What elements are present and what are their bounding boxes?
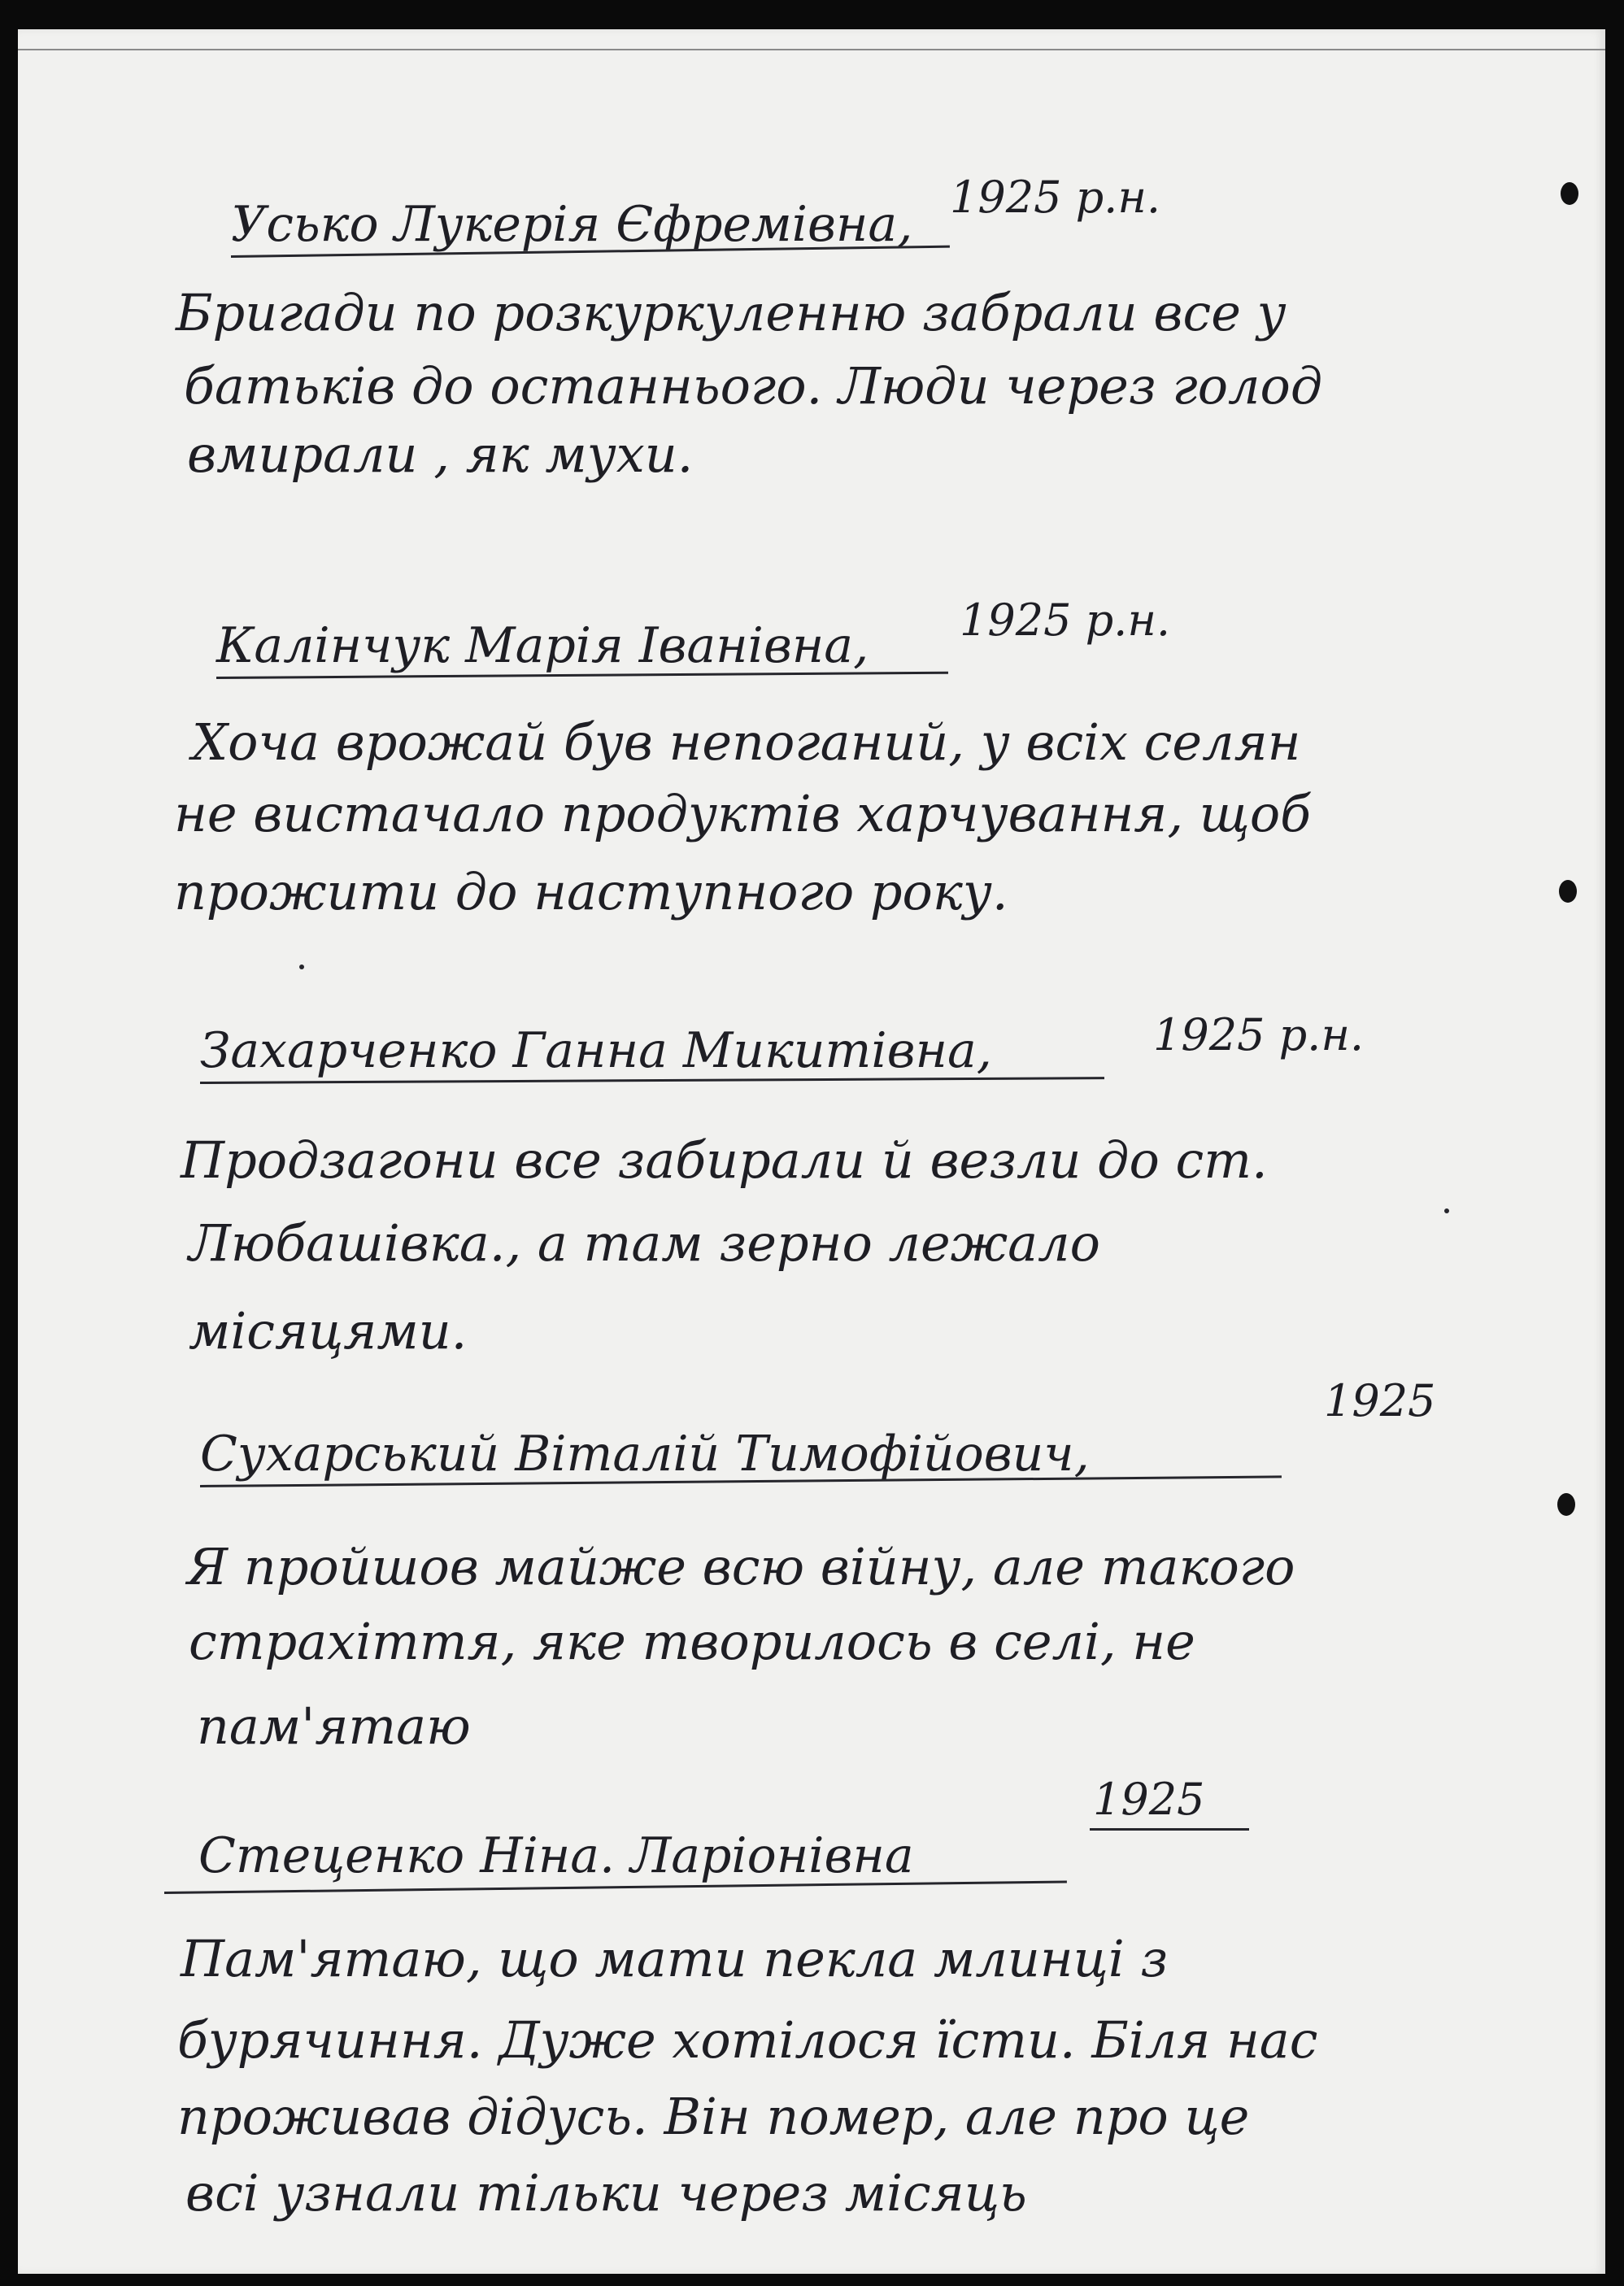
entry-5-year-underline bbox=[1090, 1828, 1249, 1831]
entry-4-name: Сухарський Віталій Тимофійович, bbox=[200, 1426, 1090, 1483]
entry-5-line-2: бурячиння. Дуже хотілося їсти. Біля нас bbox=[177, 2010, 1318, 2070]
top-border-line bbox=[18, 49, 1605, 50]
entry-5-line-4: всі узнали тільки через місяць bbox=[185, 2163, 1027, 2223]
entry-5-line-3: проживав дідусь. Він помер, але про це bbox=[177, 2087, 1250, 2146]
entry-4-line-3: пам'ятаю bbox=[197, 1696, 471, 1756]
punch-hole bbox=[1561, 182, 1578, 205]
entry-2-line-1: Хоча врожай був непоганий, у всіх селян bbox=[192, 712, 1301, 772]
entry-4-line-2: страхіття, яке творилось в селі, не bbox=[189, 1612, 1195, 1671]
document-page bbox=[18, 29, 1605, 2274]
entry-3-line-2: Любашівка., а там зерно лежало bbox=[189, 1213, 1100, 1273]
ink-dot bbox=[1444, 1208, 1449, 1213]
entry-4-line-1: Я пройшов майже всю війну, але такого bbox=[187, 1537, 1295, 1596]
entry-3-line-3: місяцями. bbox=[189, 1301, 468, 1361]
entry-1-line-2: батьків до останнього. Люди через голод bbox=[184, 356, 1323, 416]
ink-dot bbox=[299, 964, 304, 969]
entry-2-line-3: прожити до наступного року. bbox=[174, 862, 1008, 921]
entry-2-line-2: не вистачало продуктів харчування, щоб bbox=[174, 784, 1311, 843]
entry-1-line-3: вмирали , як мухи. bbox=[187, 425, 694, 484]
entry-3-year: 1925 р.н. bbox=[1153, 1009, 1365, 1060]
punch-hole bbox=[1557, 1493, 1575, 1516]
entry-5-year: 1925 bbox=[1093, 1774, 1205, 1825]
entry-1-name: Усько Лукерія Єфремівна, bbox=[231, 196, 913, 253]
punch-hole bbox=[1559, 880, 1577, 903]
entry-3-name: Захарченко Ганна Микитівна, bbox=[200, 1022, 992, 1079]
entry-5-name: Стеценко Ніна. Ларіонівна bbox=[198, 1827, 914, 1884]
entry-5-line-1: Пам'ятаю, що мати пекла млинці з bbox=[181, 1929, 1169, 1988]
entry-2-name: Калінчук Марія Іванівна, bbox=[216, 617, 869, 674]
entry-3-line-1: Продзагони все забирали й везли до ст. bbox=[181, 1130, 1268, 1190]
entry-1-year: 1925 р.н. bbox=[950, 172, 1161, 223]
entry-4-year: 1925 bbox=[1324, 1375, 1436, 1426]
entry-2-year: 1925 р.н. bbox=[960, 594, 1171, 646]
entry-1-line-1: Бригади по розкуркуленню забрали все у bbox=[176, 283, 1287, 342]
